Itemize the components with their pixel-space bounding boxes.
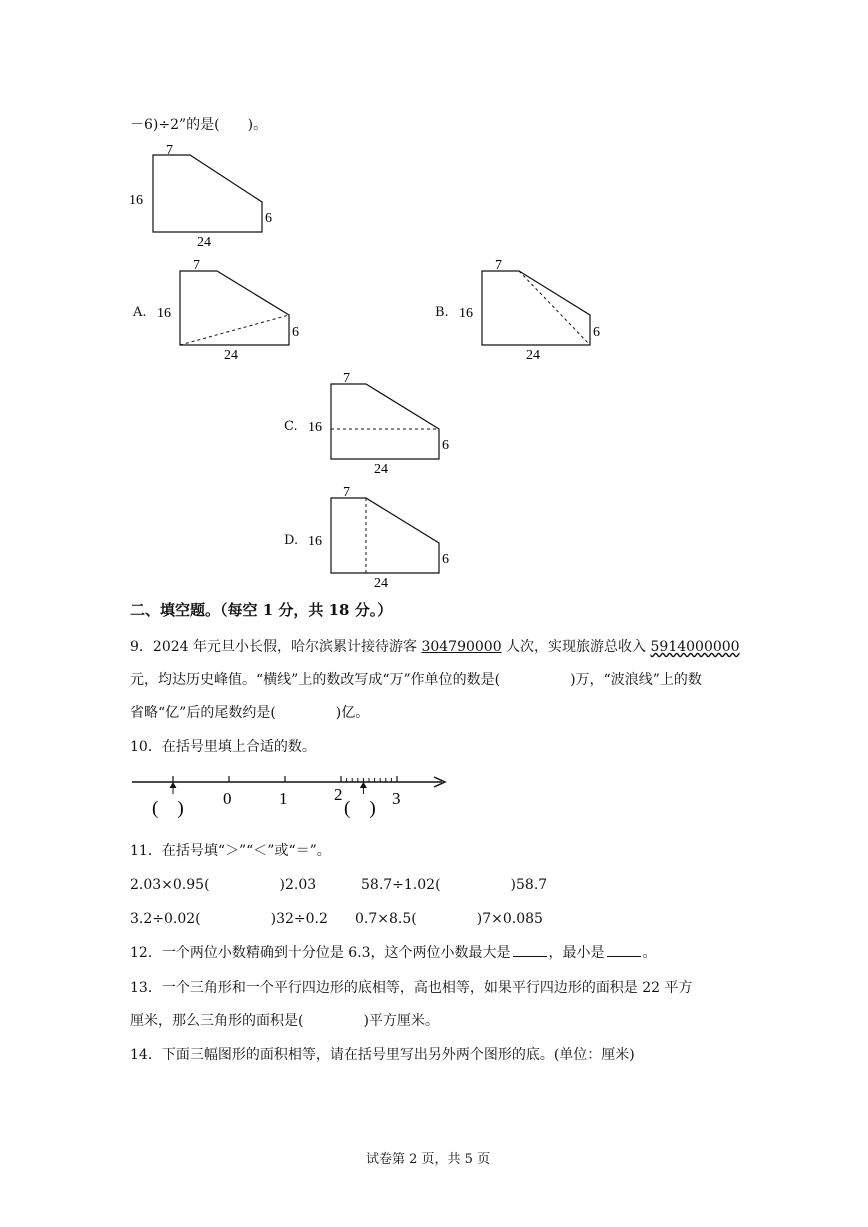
question-9-line3: 省略“亿”后的尾数约是( )亿。 — [130, 705, 370, 721]
question-10-text: 10．在括号里填上合适的数。 — [130, 739, 316, 755]
label-bottom: 24 — [197, 235, 211, 250]
tick-label-0: 0 — [223, 789, 232, 808]
svg-text:24: 24 — [526, 348, 540, 363]
svg-text:7: 7 — [193, 258, 200, 273]
option-a-label[interactable]: A. — [133, 305, 147, 320]
svg-text:6: 6 — [292, 325, 299, 340]
svg-text:24: 24 — [374, 462, 388, 477]
svg-text:16: 16 — [157, 306, 171, 321]
section-2-title: 二、填空题。（每空 1 分，共 18 分。） — [130, 601, 393, 619]
question-11-text: 11．在括号填“＞”“＜”或“＝”。 — [130, 843, 331, 859]
label-right: 6 — [265, 211, 272, 226]
option-b-label[interactable]: B. — [435, 305, 449, 320]
question-9-line2: 元，均达历史峰值。“横线”上的数改写成“万”作单位的数是( )万，“波浪线”上的数 — [130, 672, 702, 688]
option-d-figure — [303, 483, 463, 593]
wavy-number: 5914000000 — [650, 639, 740, 655]
svg-text:6: 6 — [593, 325, 600, 340]
svg-text:7: 7 — [343, 485, 350, 500]
number-line — [128, 768, 458, 828]
option-c-figure — [303, 369, 463, 479]
svg-text:16: 16 — [308, 420, 322, 435]
svg-text:6: 6 — [442, 438, 449, 453]
label-top: 7 — [166, 143, 173, 158]
tick-label-3: 3 — [392, 789, 401, 808]
option-b-figure — [454, 256, 614, 366]
label-left: 16 — [129, 193, 143, 208]
option-d-label[interactable]: D. — [284, 533, 299, 548]
underlined-number: 304790000 — [421, 639, 502, 655]
q11-item-4: 0.7×8.5( )7×0.085 — [355, 911, 543, 927]
question-13-line1: 13．一个三角形和一个平行四边形的底相等，高也相等，如果平行四边形的面积是 22 平方 — [130, 980, 693, 996]
svg-text:16: 16 — [308, 534, 322, 549]
svg-text:7: 7 — [343, 371, 350, 386]
answer-blank[interactable] — [607, 944, 641, 957]
q11-item-2: 58.7÷1.02( )58.7 — [361, 877, 548, 893]
question-14-text: 14．下面三幅图形的面积相等，请在括号里写出另外两个图形的底。(单位：厘米) — [130, 1047, 635, 1063]
answer-blank[interactable] — [513, 944, 547, 957]
svg-text:24: 24 — [224, 348, 238, 363]
svg-text:7: 7 — [495, 258, 502, 273]
page-footer: 试卷第 2 页，共 5 页 — [366, 1152, 491, 1167]
tick-label-2: 2 — [334, 785, 343, 804]
option-c-label[interactable]: C. — [284, 419, 298, 434]
q11-item-3: 3.2÷0.02( )32÷0.2 — [130, 911, 328, 927]
svg-text:24: 24 — [374, 576, 388, 591]
q8-main-figure — [125, 140, 285, 250]
answer-paren-right[interactable]: ( ) — [344, 798, 376, 819]
svg-text:16: 16 — [459, 306, 473, 321]
q11-item-1: 2.03×0.95( )2.03 — [130, 877, 317, 893]
tick-label-1: 1 — [279, 789, 288, 808]
question-13-line2: 厘米，那么三角形的面积是( )平方厘米。 — [130, 1013, 439, 1029]
question-12: 12．一个两位小数精确到十分位是 6.3，这个两位小数最大是 ，最小是 。 — [130, 945, 657, 961]
svg-text:6: 6 — [442, 552, 449, 567]
answer-paren-left[interactable]: ( ) — [152, 798, 184, 819]
option-a-figure — [152, 256, 312, 366]
question-8-tail: －6)÷2”的是( )。 — [130, 117, 268, 133]
question-9-line1: 9．2024 年元旦小长假，哈尔滨累计接待游客 304790000 人次，实现旅游总收入 5914000000 — [130, 639, 740, 655]
